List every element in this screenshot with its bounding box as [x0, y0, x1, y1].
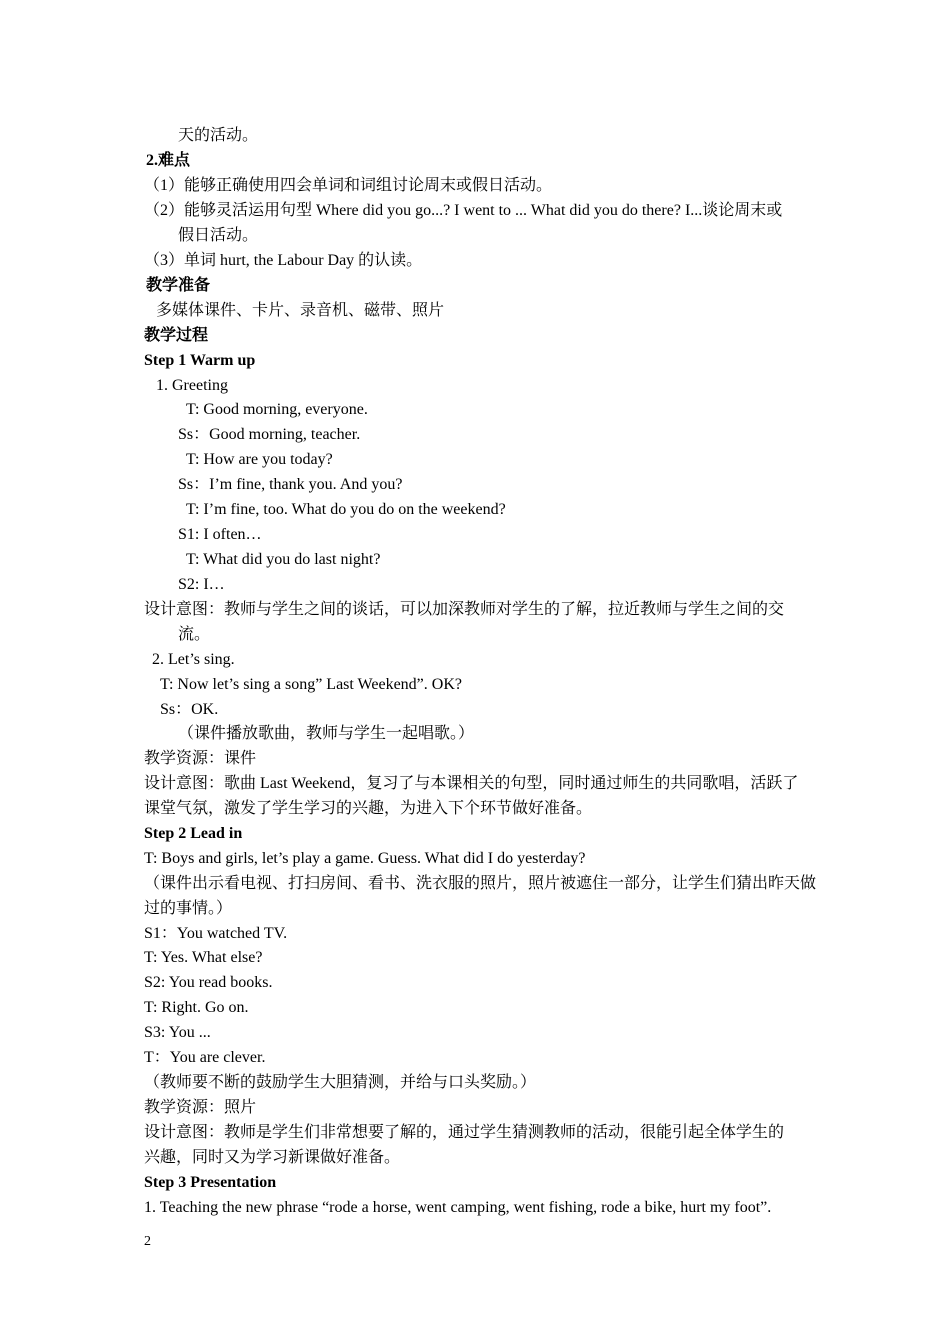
text-line: 设计意图：歌曲 Last Weekend，复习了与本课相关的句型，同时通过师生的共同歌唱，活跃了 [144, 775, 799, 792]
text-line: （教师要不断的鼓励学生大胆猜测，并给与口头奖励。） [144, 1074, 537, 1091]
dialogue-line: T: Yes. What else? [144, 949, 263, 966]
dialogue-line: S2: I… [178, 576, 225, 593]
dialogue-line: Ss：OK. [160, 701, 219, 718]
text-line: 1. Greeting [156, 377, 228, 394]
dialogue-line: T: Right. Go on. [144, 999, 249, 1016]
dialogue-line: T: Boys and girls, let’s play a game. Guess. What did I do yesterday? [144, 850, 586, 867]
section-heading: 教学过程 [144, 327, 209, 344]
dialogue-line: T: How are you today? [186, 451, 333, 468]
text-line: （课件出示看电视、打扫房间、看书、洗衣服的照片，照片被遮住一部分，让学生们猜出昨天做 [144, 875, 817, 892]
step-heading: Step 1 Warm up [144, 352, 256, 369]
dialogue-line: S1: I often… [178, 526, 262, 543]
dialogue-line: T: What did you do last night? [186, 551, 381, 568]
dialogue-line: S1：You watched TV. [144, 925, 288, 942]
text-line: （2）能够灵活运用句型 Where did you go...? I went to ... What did you do there? I...谈论周末或 [144, 202, 783, 219]
text-line: 多媒体课件、卡片、录音机、磁带、照片 [156, 302, 445, 319]
text-line: 假日活动。 [178, 227, 259, 244]
section-heading: 教学准备 [146, 277, 211, 294]
text-line: 1. Teaching the new phrase “rode a horse, went camping, went fishing, rode a bike, hurt my foot”. [144, 1199, 772, 1216]
text-line: （课件播放歌曲，教师与学生一起唱歌。） [178, 725, 475, 742]
dialogue-line: T: I’m fine, too. What do you do on the weekend? [186, 501, 506, 518]
dialogue-line: Ss：Good morning, teacher. [178, 426, 361, 443]
text-line: 兴趣，同时又为学习新课做好准备。 [144, 1149, 401, 1166]
text-line: 设计意图：教师与学生之间的谈话，可以加深教师对学生的了解，拉近教师与学生之间的交 [144, 601, 785, 618]
page-number: 2 [144, 1234, 151, 1249]
text-line: 设计意图：教师是学生们非常想要了解的，通过学生猜测教师的活动，很能引起全体学生的 [144, 1124, 785, 1141]
dialogue-line: S2: You read books. [144, 974, 273, 991]
dialogue-line: Ss：I’m fine, thank you. And you? [178, 476, 403, 493]
step-heading: Step 3 Presentation [144, 1174, 277, 1191]
text-line: 天的活动。 [178, 127, 259, 144]
text-line: （3）单词 hurt, the Labour Day 的认读。 [144, 252, 423, 269]
section-heading: 2.难点 [146, 152, 191, 169]
text-line: 2. Let’s sing. [152, 651, 235, 668]
step-heading: Step 2 Lead in [144, 825, 243, 842]
text-line: （1）能够正确使用四会单词和词组讨论周末或假日活动。 [144, 177, 553, 194]
dialogue-line: S3: You ... [144, 1024, 211, 1041]
text-line: 教学资源：照片 [144, 1099, 257, 1116]
dialogue-line: T：You are clever. [144, 1049, 266, 1066]
dialogue-line: T: Good morning, everyone. [186, 401, 368, 418]
dialogue-line: T: Now let’s sing a song” Last Weekend”. OK? [160, 676, 462, 693]
text-line: 教学资源：课件 [144, 750, 257, 767]
text-line: 过的事情。） [144, 900, 233, 917]
text-line: 流。 [178, 626, 211, 643]
text-line: 课堂气氛，激发了学生学习的兴趣，为进入下个环节做好准备。 [144, 800, 593, 817]
